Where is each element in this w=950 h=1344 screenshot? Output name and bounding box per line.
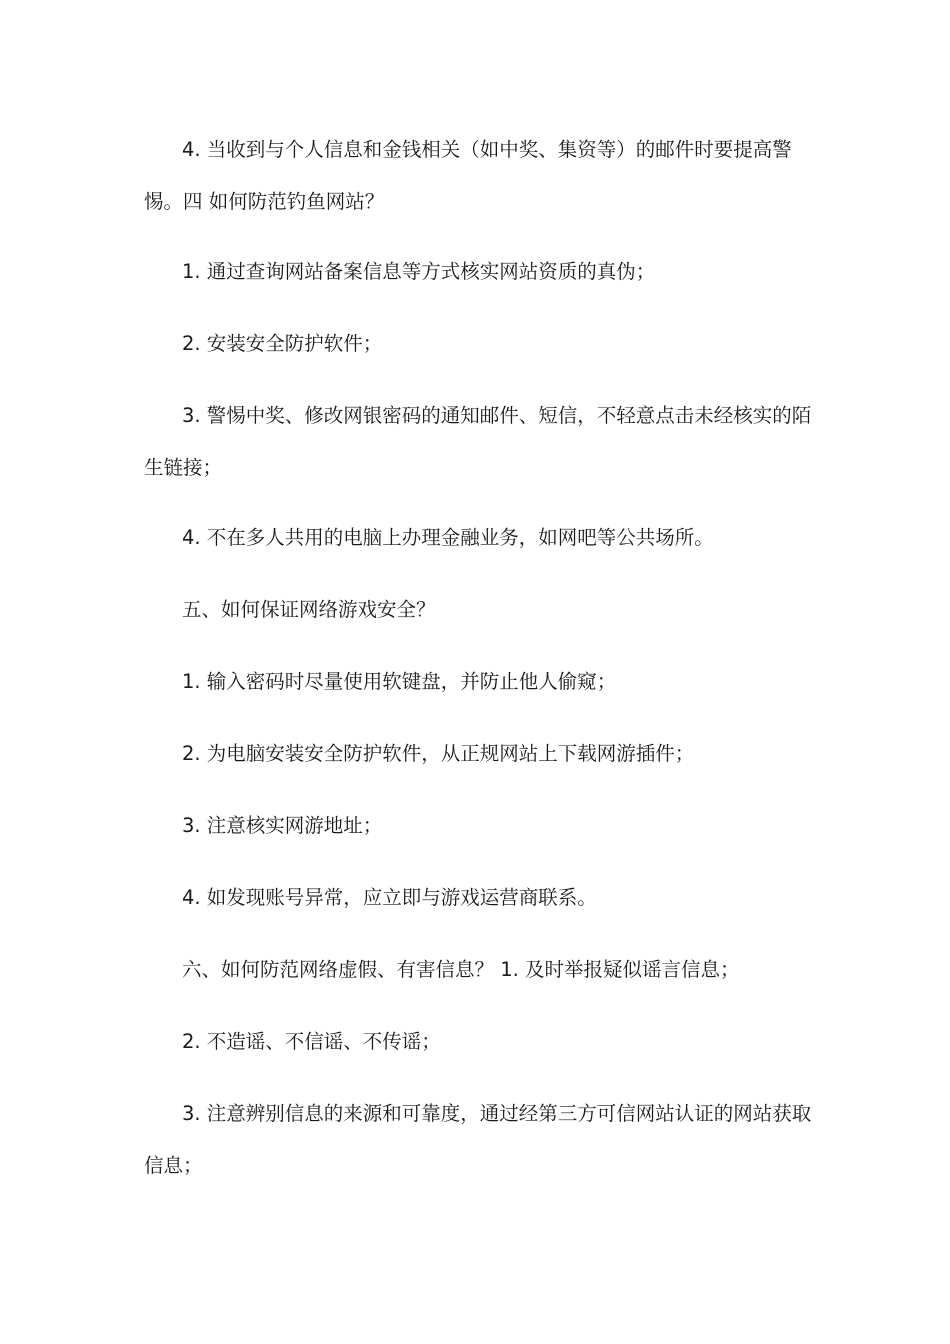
paragraph-phishing-email-tip-4: 4. 当收到与个人信息和金钱相关（如中奖、集资等）的邮件时要提高警惕。四 如何防范钓鱼网站？: [144, 138, 792, 213]
paragraph-phishing-site-tip-4: 4. 不在多人共用的电脑上办理金融业务，如网吧等公共场所。: [182, 526, 714, 549]
paragraph-phishing-site-tip-3: 3. 警惕中奖、修改网银密码的通知邮件、短信，不轻意点击未经核实的陌生链接；: [144, 404, 812, 479]
paragraph-phishing-site-tip-1: 1. 通过查询网站备案信息等方式核实网站资质的真伪；: [182, 260, 656, 283]
paragraph-game-tip-2: 2. 为电脑安装安全防护软件，从正规网站上下载网游插件；: [182, 742, 695, 765]
heading-false-info-and-tip-1: 六、如何防范网络虚假、有害信息？ 1. 及时举报疑似谣言信息；: [182, 958, 740, 981]
paragraph-phishing-site-tip-2: 2. 安装安全防护软件；: [182, 332, 383, 355]
paragraph-game-tip-4: 4. 如发现账号异常，应立即与游戏运营商联系。: [182, 886, 597, 909]
heading-online-game-safety: 五、如何保证网络游戏安全？: [182, 598, 436, 621]
paragraph-false-info-tip-2: 2. 不造谣、不信谣、不传谣；: [182, 1030, 441, 1053]
paragraph-false-info-tip-3: 3. 注意辨别信息的来源和可靠度，通过经第三方可信网站认证的网站获取信息；: [144, 1102, 812, 1177]
paragraph-game-tip-3: 3. 注意核实网游地址；: [182, 814, 383, 837]
paragraph-game-tip-1: 1. 输入密码时尽量使用软键盘，并防止他人偷窥；: [182, 670, 617, 693]
